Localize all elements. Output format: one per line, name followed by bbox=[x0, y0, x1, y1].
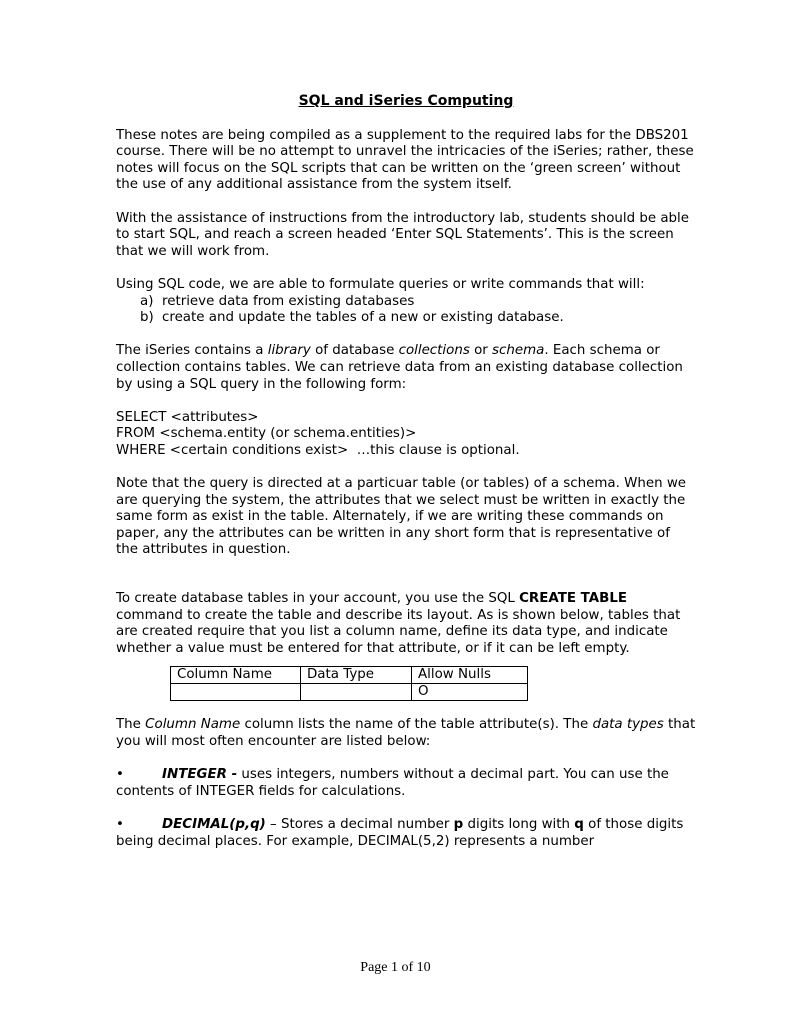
text-run: digits long with bbox=[463, 816, 575, 832]
table-row bbox=[171, 667, 528, 684]
bold-term: q bbox=[574, 816, 584, 832]
text-run: The bbox=[116, 717, 146, 733]
page-number-footer: Page 1 of 10 bbox=[360, 960, 431, 975]
list-item-text: create and update the tables of a new or existing database. bbox=[162, 310, 564, 326]
text-run: To create database tables in your account, you use the SQL bbox=[116, 591, 520, 607]
sql-uses-paragraph: Using SQL code, we are able to formulate queries or write commands that will: bbox=[116, 276, 645, 292]
list-marker: a) bbox=[140, 293, 154, 309]
assistance-paragraph: With the assistance of instructions from the introductory lab, students should be able to start SQL, and reach a screen headed ‘Enter SQL Statements’. This is the screen that we will work from. bbox=[116, 210, 690, 259]
text-run: or bbox=[469, 343, 493, 359]
text-run: . Each schema or collection contains tables. We can retrieve data from an existing database collection by using a SQL query in the following form: bbox=[116, 343, 683, 392]
list-item bbox=[116, 294, 696, 311]
query-note-paragraph: Note that the query is directed at a particuar table (or tables) of a schema. When we are querying the system, the attributes that we select must be written in exactly the same form as exist in the table. Alternately, if we are writing these commands on paper, any the attributes can be written in any short form that is representative of the attributes in question. bbox=[116, 476, 687, 558]
decimal-bullet bbox=[116, 817, 696, 850]
italic-term: Column Name bbox=[145, 717, 241, 733]
integer-bullet bbox=[116, 767, 696, 800]
list-item-text: retrieve data from existing databases bbox=[162, 293, 415, 309]
italic-term: data types bbox=[592, 717, 664, 733]
data-types-paragraph bbox=[116, 717, 696, 750]
italic-term: library bbox=[267, 343, 311, 359]
table-row bbox=[171, 684, 528, 701]
table-cell bbox=[171, 684, 301, 701]
text-run: The iSeries contains a bbox=[116, 343, 268, 359]
table-cell bbox=[301, 684, 412, 701]
library-paragraph bbox=[116, 343, 696, 393]
bold-italic-term: INTEGER - bbox=[162, 767, 238, 783]
list-item bbox=[116, 310, 696, 327]
table-header-cell: Column Name bbox=[171, 667, 301, 684]
table-cell: O bbox=[412, 684, 528, 701]
code-line: SELECT <attributes> bbox=[116, 409, 259, 425]
italic-term: collections bbox=[398, 343, 470, 359]
code-line: FROM <schema.entity (or schema.entities)> bbox=[116, 426, 417, 442]
document-page bbox=[116, 93, 696, 867]
column-definition-table bbox=[170, 666, 528, 701]
sql-uses-list bbox=[116, 294, 696, 327]
table-header-cell: Allow Nulls bbox=[412, 667, 528, 684]
text-run: of those digits being decimal places. For example, DECIMAL(5,2) represents a number bbox=[116, 816, 684, 849]
bold-italic-term: DECIMAL(p,q) bbox=[162, 816, 266, 832]
bullet-icon: • bbox=[116, 816, 124, 832]
text-run: column lists the name of the table attribute(s). The bbox=[240, 717, 593, 733]
bold-term: CREATE TABLE bbox=[519, 591, 628, 607]
italic-term: schema bbox=[492, 343, 545, 359]
text-run: command to create the table and describe its layout. As is shown below, tables that are created require that you list a column name, define its data type, and indicate whether a value must be entered for that attribute, or if it can be left empty. bbox=[116, 607, 681, 656]
list-marker: b) bbox=[140, 310, 154, 326]
bold-term: p bbox=[453, 816, 464, 832]
text-run: of database bbox=[310, 343, 399, 359]
bullet-icon: • bbox=[116, 767, 124, 783]
sql-syntax-block bbox=[116, 410, 696, 460]
text-run: – Stores a decimal number bbox=[265, 816, 454, 832]
create-table-paragraph bbox=[116, 591, 696, 657]
code-line: WHERE <certain conditions exist> …this clause is optional. bbox=[116, 442, 520, 458]
text-run: that you will most often encounter are listed below: bbox=[116, 717, 696, 749]
text-run: uses integers, numbers without a decimal part. You can use the contents of INTEGER fields for calculations. bbox=[116, 767, 669, 799]
intro-paragraph: These notes are being compiled as a supplement to the required labs for the DBS201 course. There will be no attempt to unravel the intricacies of the iSeries; rather, these notes will focus on the SQL scripts that can be written on the ‘green screen’ without the use of any additional assistance from the system itself. bbox=[116, 127, 694, 193]
page-title: SQL and iSeries Computing bbox=[298, 93, 514, 109]
table-header-cell: Data Type bbox=[301, 667, 412, 684]
